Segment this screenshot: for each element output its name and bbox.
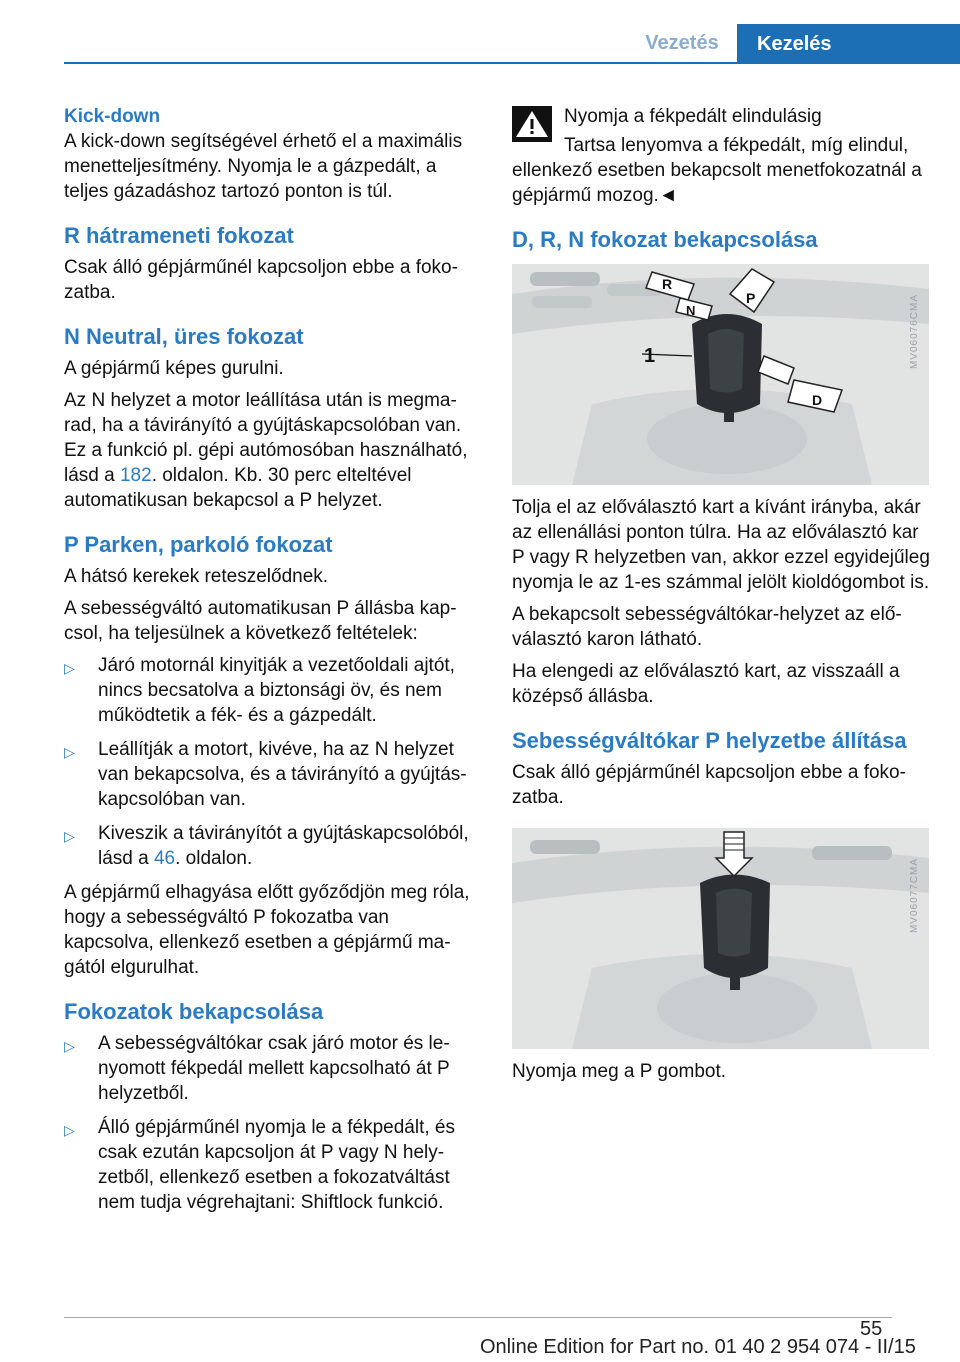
warning-title: Nyomja a fékpedált elindulásig xyxy=(564,106,822,127)
gear-p-label: P xyxy=(746,290,756,306)
tab-vezetes[interactable]: Vezetés xyxy=(645,32,719,54)
footer-rule xyxy=(64,1317,892,1318)
kickdown-heading: Kick-down xyxy=(64,106,161,127)
tab-kezeles[interactable]: Kezelés xyxy=(737,24,960,64)
warning-block xyxy=(512,104,932,158)
drn-text-3: Ha elengedi az előválasztó kart, az visszaáll a középső állásba. xyxy=(512,661,900,707)
p-set-heading: Sebességváltókar P helyzetbe állítása xyxy=(512,728,907,753)
page-link-46[interactable]: 46 xyxy=(153,848,176,869)
gear-selector-figure xyxy=(512,264,929,485)
list-item-text-a: Kiveszik a távirányítót a gyújtáskapcsolóból, lásd a xyxy=(98,823,469,869)
left-column xyxy=(64,104,479,1224)
figure-code: MV06077CMA xyxy=(909,858,920,934)
footer-edition: Online Edition for Part no. 01 40 2 954 074 - II/15 xyxy=(480,1336,916,1358)
engage-heading: Fokozatok bekapcsolása xyxy=(64,999,324,1024)
page-number: 55 xyxy=(860,1318,883,1340)
list-item-text: Álló gépjárműnél nyomja le a fékpedált, és csak ezután kapcsoljon át P vagy N helyzetből, ellenkező esetben a fokozatváltást nem tudja végrehajtani: Shiftlock funkció. xyxy=(98,1117,455,1213)
bullet-triangle-icon: ▷ xyxy=(64,1122,75,1138)
list-item-text xyxy=(98,821,479,871)
p-set-text-2: Nyomja meg a P gombot. xyxy=(512,1061,727,1082)
r-gear-text: Csak álló gépjárműnél kapcsoljon ebbe a fokozatba. xyxy=(64,257,458,303)
drn-text-1: Tolja el az előválasztó kart a kívánt irányba, akár az ellenállási ponton túlra. Ha az előválasztó kar P vagy R helyzetben van, akkor ezzel egyidejűleg nyomja le az 1-es számmal jelölt kioldógombot is. xyxy=(512,497,930,593)
n-gear-text-2a: Az N helyzet a motor leállítása után is megmarad, ha a távirányító a gyújtáskapcsolóban van. Ez a funkció pl. gépi autómosóban használható, lásd a xyxy=(64,390,468,486)
warning-icon xyxy=(512,106,552,142)
gear-n-label: N xyxy=(686,303,696,318)
gear-d-label: D xyxy=(812,392,823,408)
warning-text-2: ellenkező esetben bekapcsolt menetfokozatnál a gépjármű mozog.◄ xyxy=(512,160,922,206)
bullet-triangle-icon: ▷ xyxy=(64,1038,75,1054)
p-set-text: Csak álló gépjárműnél kapcsoljon ebbe a fokozatba. xyxy=(512,762,906,808)
list-item-text: Járó motornál kinyitják a vezetőoldali ajtót, nincs becsatolva a biztonsági öv, és nem működtetik a fék- és a gázpedált. xyxy=(98,655,455,726)
n-gear-text-2b: . oldalon. Kb. 30 perc elteltével automatikusan bekapcsol a P helyzet. xyxy=(64,465,412,511)
n-gear-text-2 xyxy=(64,388,479,513)
p-gear-heading: P Parken, parkoló fokozat xyxy=(64,532,333,557)
r-gear-heading: R hátrameneti fokozat xyxy=(64,223,294,248)
p-gear-text-3: A gépjármű elhagyása előtt győződjön meg róla, hogy a sebességváltó P fokozatba van kapcsolva, ellenkező esetben a gépjármű magától elgurulhat. xyxy=(64,882,470,978)
gear-r-label: R xyxy=(662,276,673,292)
right-column xyxy=(512,104,932,1091)
page-link-182[interactable]: 182 xyxy=(119,465,152,486)
bullet-triangle-icon: ▷ xyxy=(64,744,75,760)
bullet-triangle-icon: ▷ xyxy=(64,660,75,676)
list-item-text-b: . oldalon. xyxy=(175,848,253,869)
p-gear-text-2: A sebességváltó automatikusan P állásba kapcsol, ha teljesülnek a következő feltételek: xyxy=(64,598,457,644)
p-button-figure xyxy=(512,828,929,1049)
bullet-triangle-icon: ▷ xyxy=(64,828,75,844)
release-button-callout: 1 xyxy=(644,345,656,367)
n-gear-text-1: A gépjármű képes gurulni. xyxy=(64,358,284,379)
kickdown-text: A kick-down segítségével érhető el a maximális menetteljesítmény. Nyomja le a gázpedált, a teljes gázadáshoz tartozó ponton is túl. xyxy=(64,131,463,202)
list-item xyxy=(64,653,479,728)
figure-code: MV06076CMA xyxy=(909,294,920,370)
drn-heading: D, R, N fokozat bekapcsolása xyxy=(512,227,818,252)
list-item-text: Leállítják a motort, kivéve, ha az N helyzet van bekapcsolva, és a távirányító a gyújtáskapcsolóban van. xyxy=(98,739,467,810)
drn-text-2: A bekapcsolt sebességváltókar-helyzet az előválasztó karon látható. xyxy=(512,604,902,650)
list-item xyxy=(64,1115,479,1215)
list-item xyxy=(64,737,479,812)
warning-text-1: Tartsa lenyomva a fékpedált, míg elindul, xyxy=(564,135,909,156)
list-item-text: A sebességváltókar csak járó motor és lenyomott fékpedál mellett kapcsolható át P helyzetből. xyxy=(98,1033,450,1104)
n-gear-heading: N Neutral, üres fokozat xyxy=(64,324,304,349)
list-item xyxy=(64,1031,479,1106)
p-gear-text-1: A hátsó kerekek reteszelődnek. xyxy=(64,566,329,587)
list-item xyxy=(64,821,479,871)
